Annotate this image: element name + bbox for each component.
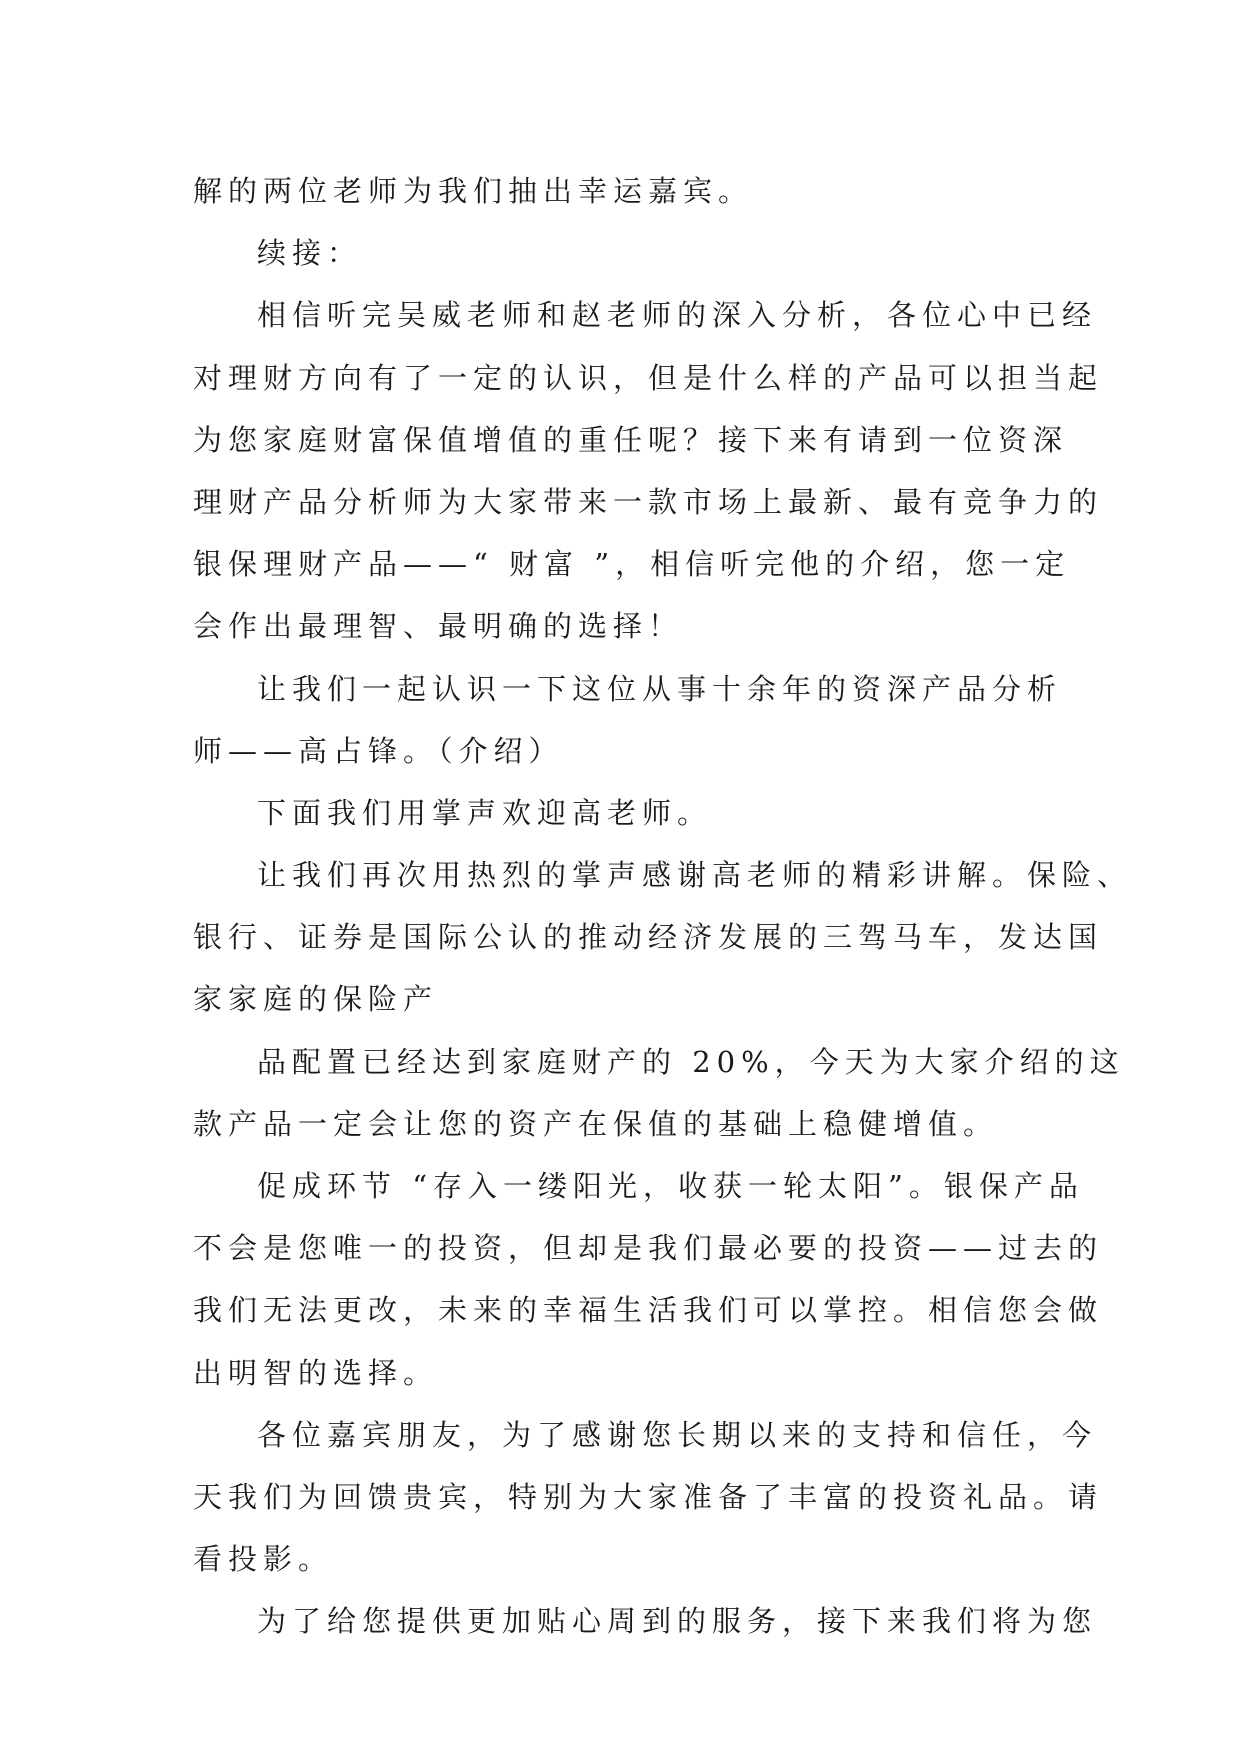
- text-line: 让我们一起认识一下这位从事十余年的资深产品分析: [257, 671, 1063, 706]
- document-body: [193, 160, 1133, 1653]
- text-line: 看投影。: [193, 1542, 334, 1577]
- text-line: 对理财方向有了一定的认识，但是什么样的产品可以担当起: [193, 360, 1104, 395]
- text-line: 促成环节 “存入一缕阳光，收获一轮太阳”。银保产品: [257, 1169, 1084, 1203]
- text-line: 续接：: [257, 236, 363, 271]
- text-line: 我们无法更改，未来的幸福生活我们可以掌控。相信您会做: [193, 1293, 1104, 1328]
- text-line: 品配置已经达到家庭财产的 20%，今天为大家介绍的这: [257, 1044, 1125, 1079]
- text-line: 出明智的选择。: [193, 1355, 439, 1390]
- text-line: 理财产品分析师为大家带来一款市场上最新、最有竞争力的: [193, 484, 1104, 519]
- text-line: 会作出最理智、最明确的选择！: [193, 609, 684, 644]
- text-line: 相信听完吴威老师和赵老师的深入分析，各位心中已经: [257, 298, 1098, 333]
- text-line: 下面我们用掌声欢迎高老师。: [257, 795, 713, 830]
- text-line: 为了给您提供更加贴心周到的服务，接下来我们将为您: [257, 1604, 1098, 1639]
- text-line: 让我们再次用热烈的掌声感谢高老师的精彩讲解。保险、: [257, 858, 1133, 893]
- text-line: 款产品一定会让您的资产在保值的基础上稳健增值。: [193, 1106, 999, 1141]
- text-line: 银行、证券是国际公认的推动经济发展的三驾马车，发达国: [193, 920, 1104, 955]
- text-line: 天我们为回馈贵宾，特别为大家准备了丰富的投资礼品。请: [193, 1479, 1104, 1514]
- text-line: 不会是您唯一的投资，但却是我们最必要的投资——过去的: [193, 1231, 1104, 1266]
- text-line: 家家庭的保险产: [193, 982, 439, 1017]
- text-line: 各位嘉宾朋友，为了感谢您长期以来的支持和信任，今: [257, 1417, 1098, 1452]
- text-line: 银保理财产品——“ 财富 ”，相信听完他的介绍，您一定: [193, 547, 1071, 582]
- text-line: 解的两位老师为我们抽出幸运嘉宾。: [193, 174, 754, 208]
- text-line: 师——高占锋。（介绍）: [193, 733, 564, 768]
- text-line: 为您家庭财富保值增值的重任呢？接下来有请到一位资深: [193, 422, 1069, 457]
